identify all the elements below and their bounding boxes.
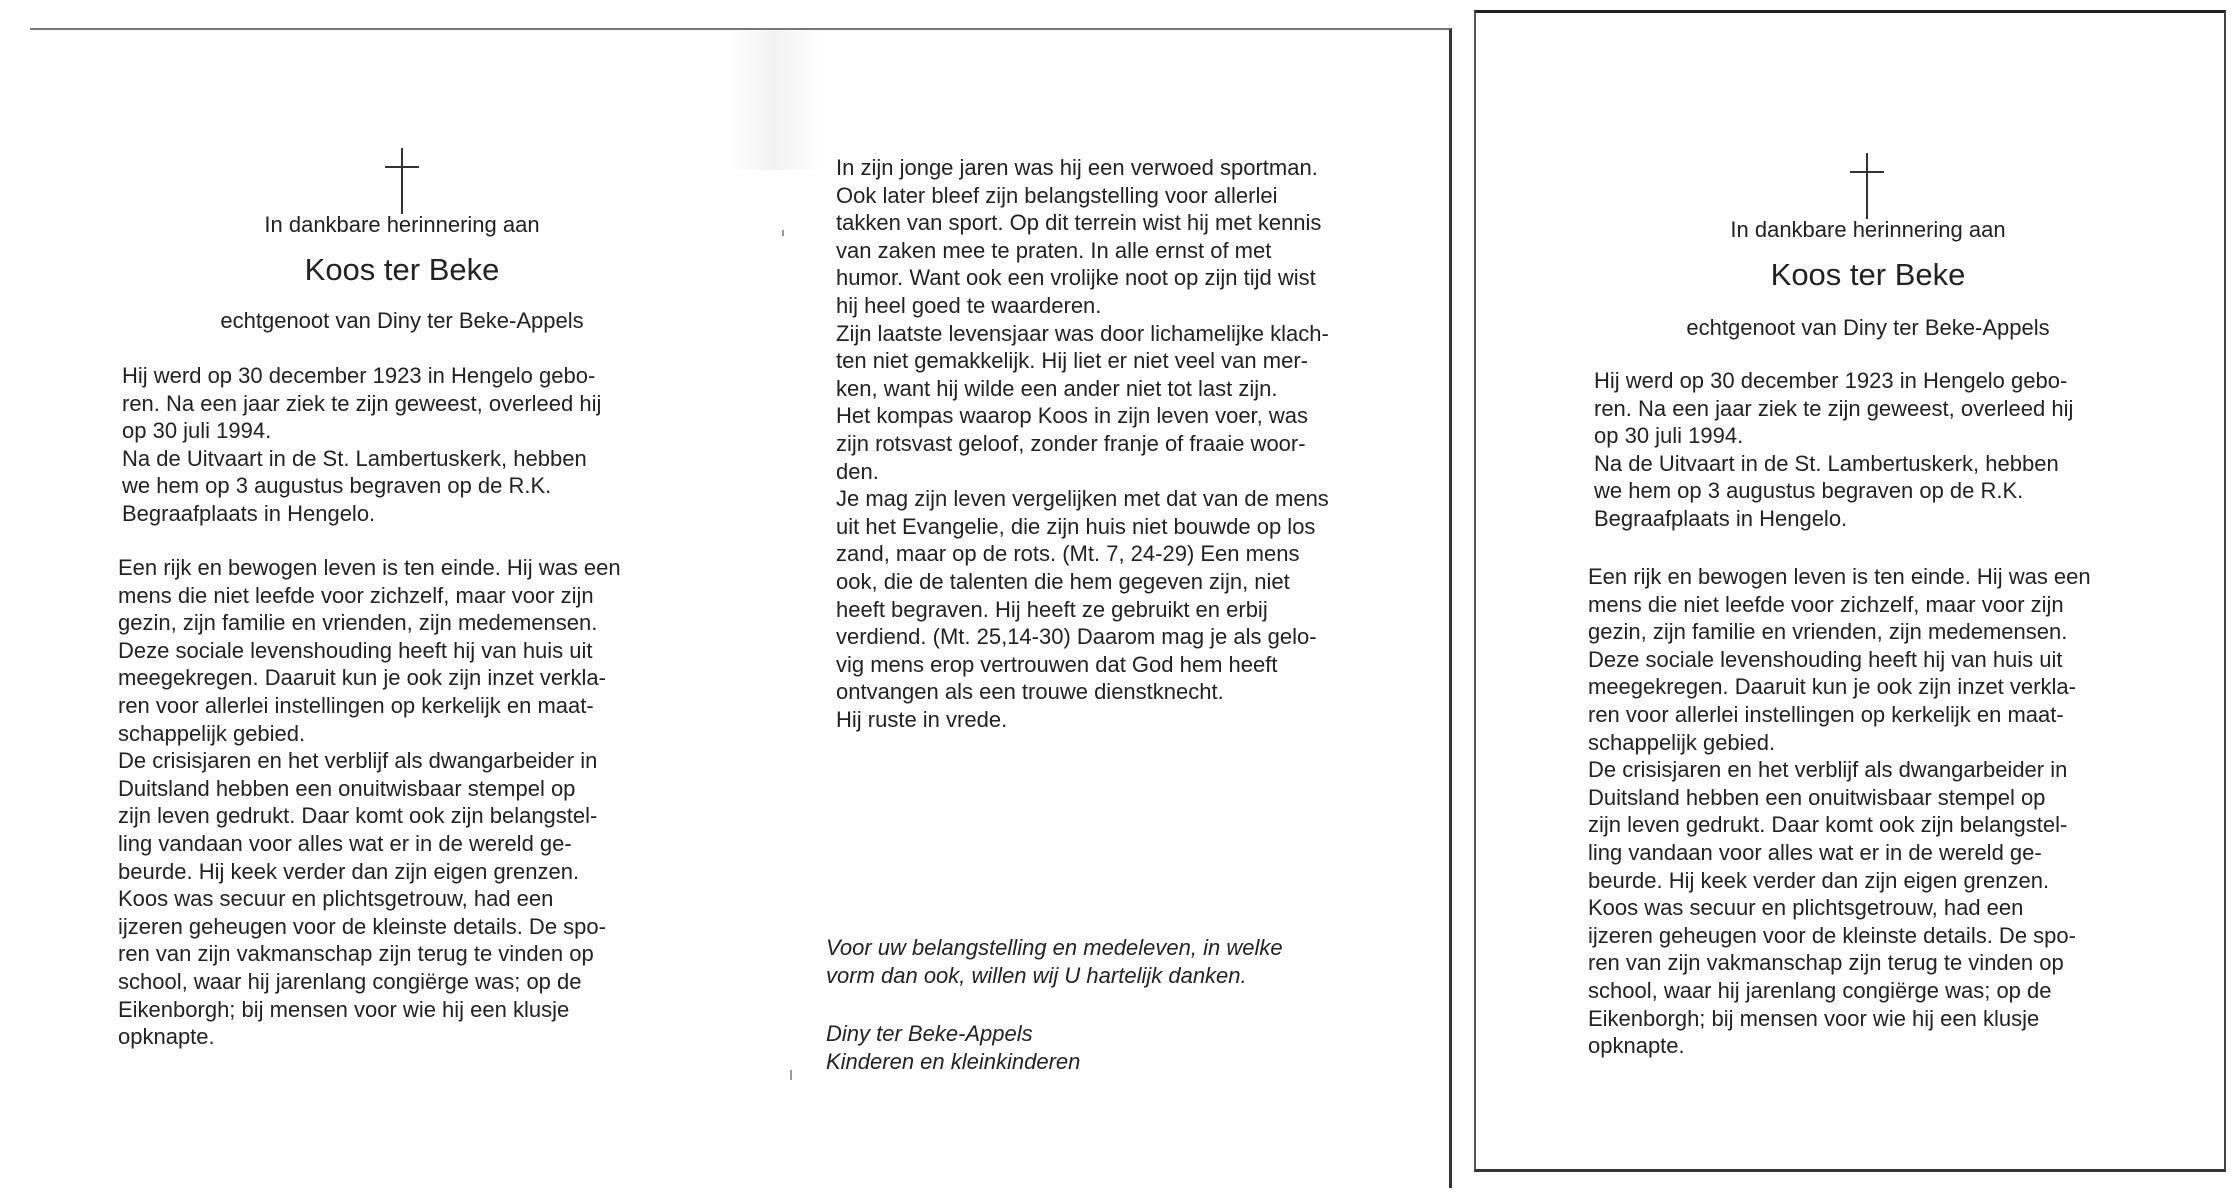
biography-paragraph: Een rijk en bewogen leven is ten einde. Hij was een mens die niet leefde voor zichzelf, maar voor zijn gezin, zijn familie en vrienden, zijn medemensen. Deze sociale levenshouding heeft hij van huis uit meegekregen. Daaruit kun je ook zijn inzet verkla- ren voor allerlei instellingen op kerkelijk en maat- schappelijk gebied. De crisisjaren en het verblijf als dwangarbeider in Duitsland hebben een onuitwisbaar stempel op zijn leven gedrukt. Daar komt ook zijn belangstel- ling vandaan voor alles wat er in de wereld ge- beurde. Hij keek verder dan zijn eigen grenzen. Koos was secuur en plichtsgetrouw, had een ijzeren geheugen voor de kleinste details. De spo- ren van zijn vakmanschap zijn terug te vinden op school, waar hij jarenlang congiërge was; op de Eikenborgh; bij mensen voor wie hij een klusje opknapte. [1588,564,2091,1059]
cross-icon [1850,153,1884,219]
memorial-card-spread [30,28,1452,1188]
paper-speck [790,1070,792,1080]
signature: Diny ter Beke-Appels Kinderen en kleinkinderen [826,1021,1081,1074]
biography-paragraph: Een rijk en bewogen leven is ten einde. Hij was een mens die niet leefde voor zichzelf, maar voor zijn gezin, zijn familie en vrienden, zijn medemensen. Deze sociale levenshouding heeft hij van huis uit meegekregen. Daaruit kun je ook zijn inzet verkla- ren voor allerlei instellingen op kerkelijk en maat- schappelijk gebied. De crisisjaren en het verblijf als dwangarbeider in Duitsland hebben een onuitwisbaar stempel op zijn leven gedrukt. Daar komt ook zijn belangstel- ling vandaan voor alles wat er in de wereld ge- beurde. Hij keek verder dan zijn eigen grenzen. Koos was secuur en plichtsgetrouw, had een ijzeren geheugen voor de kleinste details. De spo- ren van zijn vakmanschap zijn terug te vinden op school, waar hij jarenlang congiërge was; op de Eikenborgh; bij mensen voor wie hij een klusje opknapte. [118,555,621,1050]
spouse-line: echtgenoot van Diny ter Beke-Appels [220,308,584,333]
intro-text: In dankbare herinnering aan [1730,217,2006,242]
biography-paragraph: Hij werd op 30 december 1923 in Hengelo gebo- ren. Na een jaar ziek te zijn geweest, overleed hij op 30 juli 1994. Na de Uitvaart in de St. Lambertuskerk, hebben we hem op 3 augustus begraven op de R.K. Begraafplaats in Hengelo. [1594,368,2074,531]
middle-column-text: In zijn jonge jaren was hij een verwoed sportman. Ook later bleef zijn belangstelling voor allerlei takken van sport. Op dit terrein wist hij met kennis van zaken mee te praten. In alle ernst of met humor. Want ook een vrolijke noot op zijn tijd wist hij heel goed te waarderen. Zijn laatste levensjaar was door lichamelijke klach- ten niet gemakkelijk. Hij liet er niet veel van mer- ken, want hij wilde een ander niet tot last zijn. Het kompas waarop Koos in zijn leven voer, was zijn rotsvast geloof, zonder franje of fraaie woor- den. Je mag zijn leven vergelijken met dat van de mens uit het Evangelie, die zijn huis niet bouwde op los zand, maar op de rots. (Mt. 7, 24-29) Een mens ook, die de talenten die hem gegeven zijn, niet heeft begraven. Hij heeft ze gebruikt en erbij verdiend. (Mt. 25,14-30) Daarom mag je als gelo- vig mens erop vertrouwen dat God hem heeft ontvangen als een trouwe dienstknecht. Hij ruste in vrede. [836,155,1329,732]
paper-speck [782,230,784,236]
biography-paragraph: Hij werd op 30 december 1923 in Hengelo gebo- ren. Na een jaar ziek te zijn geweest, overleed hij op 30 juli 1994. Na de Uitvaart in de St. Lambertuskerk, hebben we hem op 3 augustus begraven op de R.K. Begraafplaats in Hengelo. [122,363,602,526]
memorial-card-front [1474,10,2226,1172]
deceased-name: Koos ter Beke [1770,257,1966,292]
deceased-name: Koos ter Beke [304,252,500,287]
intro-text: In dankbare herinnering aan [264,212,540,237]
fold-shadow [730,30,820,170]
thanks-text: Voor uw belangstelling en medeleven, in welke vorm dan ook, willen wij U hartelijk danken. [826,935,1283,988]
cross-icon [385,148,419,214]
spouse-line: echtgenoot van Diny ter Beke-Appels [1686,315,2050,340]
